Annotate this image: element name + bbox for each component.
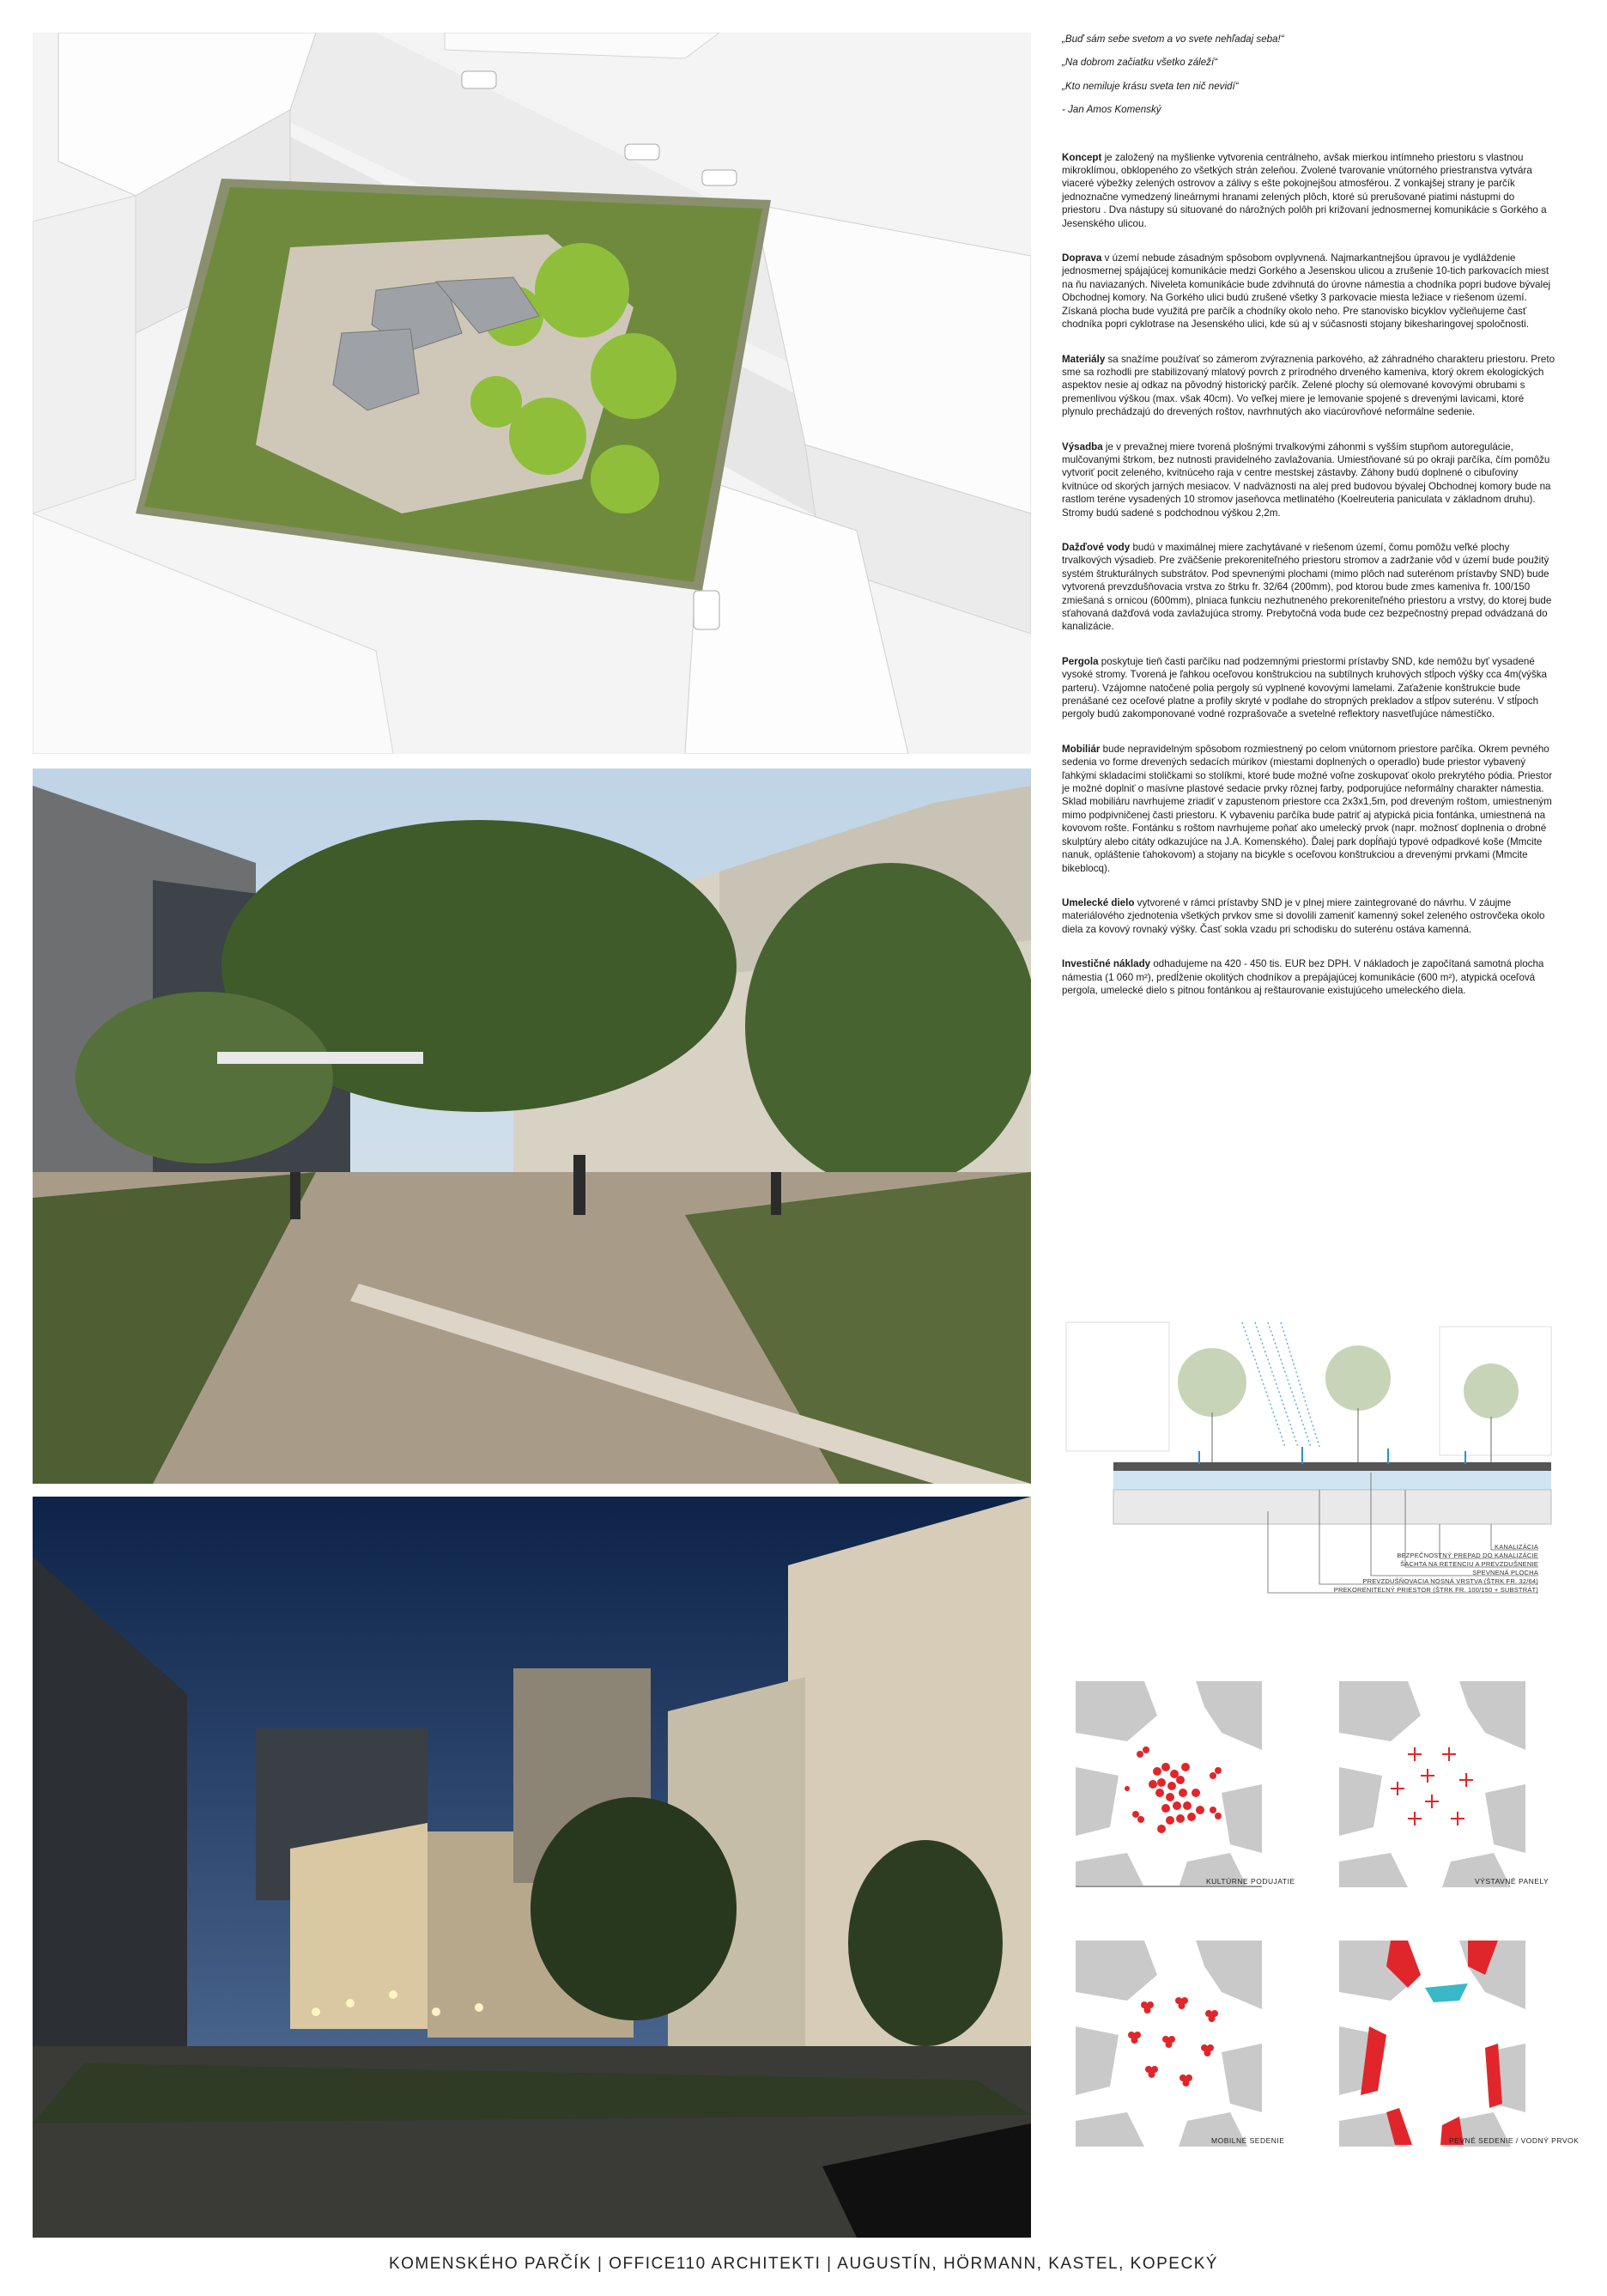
para-mobiliar <box>1062 743 1555 875</box>
night-render-image <box>33 1497 1031 2238</box>
para-text: budú v maximálnej miere zachytávané v riešenom území, čomu pomôžu veľké plochy trvalkových výsadieb. Pre zväčšenie prekoreniteľného priestoru stromov a zadržanie vôd v území bude použitý systém štrukturálnych substrátov. Pod spevnenými plochami (mimo plôch nad suterénom prístavby SND) bude vytvorená prevzdušňovacia vrstva zo štrku fr. 32/64 (200mm), pod ktorou bude zmes kameniva fr. 100/150 zmiešaná s ornicou (600mm), plniaca funkciu nezhutneného prekoreniteľného priestoru a vrstvy, do ktorej bude sťahovaná dažďová voda zavlažujúca stromy. Prebytočná voda bude cez bezpečnostný prepad odvádzaná do kanalizácie. <box>1062 541 1552 633</box>
para-text: vytvorené v rámci prístavby SND je v plnej miere zaintegrované do návrhu. V záujme materiálového zjednotenia všetkých prvkov sme si dovolili zameniť kamenný sokel zeleného ostrovčeka okolo diela za kovový rovnaký výšky. Časť sokla vzadu pri schodisku do suterénu ostáva kamenná. <box>1062 896 1545 935</box>
para-pergola <box>1062 655 1555 721</box>
para-koncept <box>1062 151 1555 230</box>
para-text: bude nepravidelným spôsobom rozmiestnený po celom vnútornom priestore parčíka. Okrem pevného sedenia vo forme drevených sedacích múrikov (miestami doplnených o operadlo) bude priestor vybavený ľahkými skladacími stoličkami so stolíkmi, ktoré bude možné voľne zoskupovať okolo prekrytého pódia. Priestor je možné doplniť o masívne plastové sedacie prvky rôznej farby, podporujúce neformálny charakter námestia. Sklad mobiliáru navrhujeme zriadiť v zapustenom priestore cca 2x3x1,5m, pod dreveným roštom, umiestneným mimo podpivničenej časti priestoru. K vybaveniu parčíka bude patriť aj atypická picia fontánka, umiestnená na kovovom rošte. Fontánku s roštom navrhujeme poňať ako umelecký prvok (napr. možnosť doplnenia o drobné skulptúry alebo citáty odkazujúce na J.A. Komenského). Ďalej park dopĺňajú typové odpadkové koše (Mmcite nanuk, opláštenie ťahokovom) a stojany na bicykle s oceľovou konštrukciou a drevenými prvkami (Mmcite bikeblocq). <box>1062 743 1553 874</box>
aerial-axonometric-image <box>33 33 1031 754</box>
legend-kanalizacia: KANALIZÁCIA <box>1495 1543 1538 1551</box>
para-title: Koncept <box>1062 151 1102 163</box>
text-column <box>1062 33 1555 1018</box>
para-text: sa snažíme používať so zámerom zvýraznenia parkového, až záhradného charakteru priestoru. Preto sme sa rozhodli pre stabilizovaný mlatový povrch z prírodného drveného kameniva, ktorý okrem ekologických aspektov nesie aj odkaz na pôvodný historický parčík. Zelené plochy sú olemované kovovými obrubami s premenlivou výškou (max. však 40cm). Vo veľkej miere je lemovanie spojené s drevenými lavicami, ktoré plynulo prechádzajú do drevených roštov, navrhnutých ako viacúrovňové neformálne sedenie. <box>1062 353 1555 418</box>
para-text: poskytuje tieň časti parčíku nad podzemnými priestormi prístavby SND, kde nemôžu byť vysadené vysoké stromy. Tvorená je ľahkou oceľovou konštrukciou na subtílnych kruhových stĺpoch výšky cca 4m(výška parteru). Vzájomne natočené polia pergoly sú vyplnené kovovými lamelami. Zaťaženie konštrukcie bude prenášané cez oceľové platne a profily skryté v podlahe do stropných prekladov a stĺpov suterénu. V stĺpoch pergoly budú zakomponované vodné rozprašovače a svetelné reflektory nasvetľujúce námestíčko. <box>1062 655 1548 720</box>
footer-credits: KOMENSKÉHO PARČÍK | OFFICE110 ARCHITEKTI | AUGUSTÍN, HÖRMANN, KASTEL, KOPECKÝ <box>388 2255 1219 2273</box>
map-pevne-sedenie <box>1339 1941 1580 2147</box>
map-mobilne-sedenie <box>1076 1941 1285 2147</box>
para-doprava <box>1062 252 1555 331</box>
map-caption: KULTÚRNE PODUJATIE <box>1206 1877 1295 1886</box>
legend-bezpecnostny-prepad: BEZPEČNOSTNÝ PREPAD DO KANALIZÁCIE <box>1397 1552 1538 1559</box>
para-title: Dažďové vody <box>1062 541 1131 553</box>
para-vysadba <box>1062 440 1555 519</box>
map-kulturne-podujatie <box>1076 1681 1295 1887</box>
legend-prevzdusnovacia-vrstva: PREVZDUŠŇOVACIA NOSNÁ VRSTVA (ŠTRK FR. 32/64) <box>1362 1577 1538 1585</box>
legend-sachta: ŠACHTA NA RETENCIU A PREVZDUŠNENIE <box>1400 1560 1538 1568</box>
map-caption: VÝSTAVNÉ PANELY <box>1475 1877 1549 1886</box>
quote-2: „Na dobrom začiatku všetko záleží“ <box>1062 57 1218 69</box>
quote-author: - Jan Amos Komenský <box>1062 104 1161 116</box>
para-dazdove-vody <box>1062 541 1555 634</box>
legend-spevnena-plocha: SPEVNENÁ PLOCHA <box>1472 1569 1538 1576</box>
para-text: je v prevažnej miere tvorená plošnými trvalkovými záhonmi s vyšším stupňom autoregulácie, mulčovanými štrkom, bez nutnosti pravidelného zavlažovania. Umiestňované sú po okraji parčíka, čím pomôžu vytvoriť pocit zeleného, kvitnúceho raja v centre mestskej zástavby. Záhony budú doplnené o cibuľoviny kvitnúce od skorých jarných mesiacov. V nadväznosti na alej pred budovou bývalej Obchodnej komory bude na rastlom teréne vysadených 10 stromov jaseňovca metlinatého (Koelreuteria paniculata v základnom druhu). Stromy budú sadené s podchodnou výškou 2,2m. <box>1062 440 1551 519</box>
quote-3: „Kto nemiluje krásu sveta ten nič nevidí“ <box>1062 80 1239 92</box>
para-text: v území nebude zásadným spôsobom ovplyvnená. Najmarkantnejšou úpravou je vydláždenie jednosmernej spájajúcej komunikácie medzi Gorkého a Jesenskou ulicou a zrušenie 10-tich parkovacích miest na ňu naviazaných. Niveleta komunikácie bude zdvihnutá do úrovne námestia a chodníka popri budove bývalej Obchodnej komory. Na Gorkého ulici budú zrušené všetky 3 parkovacie miesta ležiace v riešenom území. Získaná plocha bude využitá pre parčík a chodníky okolo neho. Pre stanovisko bicyklov vyčleňujeme časť chodníka popri cyklotrase na Jesenského ulici, kde sú aj v súčasnosti stojany bikesharingovej spoločnosti. <box>1062 252 1551 331</box>
para-title: Mobiliár <box>1062 743 1101 755</box>
para-title: Materiály <box>1062 353 1106 365</box>
day-render-image <box>33 768 1031 1484</box>
legend-prekorenitelny-priestor: PREKORENITEĽNÝ PRIESTOR (ŠTRK FR. 100/150 + SUBSTRÁT) <box>1333 1586 1538 1594</box>
para-materialy <box>1062 353 1555 419</box>
para-umelecke-dielo <box>1062 896 1555 936</box>
para-title: Doprava <box>1062 252 1102 264</box>
map-caption: PEVNÉ SEDENIE / VODNÝ PRVOK <box>1449 2136 1580 2145</box>
para-text: je založený na myšlienke vytvorenia centrálneho, avšak mierkou intímneho priestoru s vlastnou mikroklímou, obklopeného zo všetkých strán zeleňou. Zvolené tvarovanie vnútorného priestranstva vytvára viaceré výbežky zelených ostrovov a zálivy s ešte pokojnejšou atmosférou. Z vonkajšej strany je parčík jednoznačne vymedzený lineárnymi hranami zelených plôch, ktoré sú prerušované piatimi nástupmi do priestoru . Dva nástupy sú situované do nárožných polôh pri križovaní jednosmernej komunikácie s Gorkého a Jesenského ulicou. <box>1062 151 1547 229</box>
para-title: Investičné náklady <box>1062 958 1151 970</box>
para-title: Výsadba <box>1062 440 1103 453</box>
para-title: Umelecké dielo <box>1062 896 1135 908</box>
quote-1: „Buď sám sebe svetom a vo svete nehľadaj seba!“ <box>1062 33 1284 45</box>
stormwater-section-diagram <box>1062 1318 1555 1614</box>
para-title: Pergola <box>1062 655 1099 667</box>
map-caption: MOBILNÉ SEDENIE <box>1211 2136 1285 2145</box>
para-investicne-naklady <box>1062 957 1555 997</box>
para-text: odhadujeme na 420 - 450 tis. EUR bez DPH. V nákladoch je započítaná samotná plocha námestia (1 060 m²), predĺženie okolitých chodníkov a prepájajúcej komunikácie (600 m²), atypická oceľová pergola, umelecké dielo s pitnou fontánkou aj reštaurovanie existujúceho umeleckého diela. <box>1062 958 1544 996</box>
map-vystavne-panely <box>1339 1681 1549 1887</box>
